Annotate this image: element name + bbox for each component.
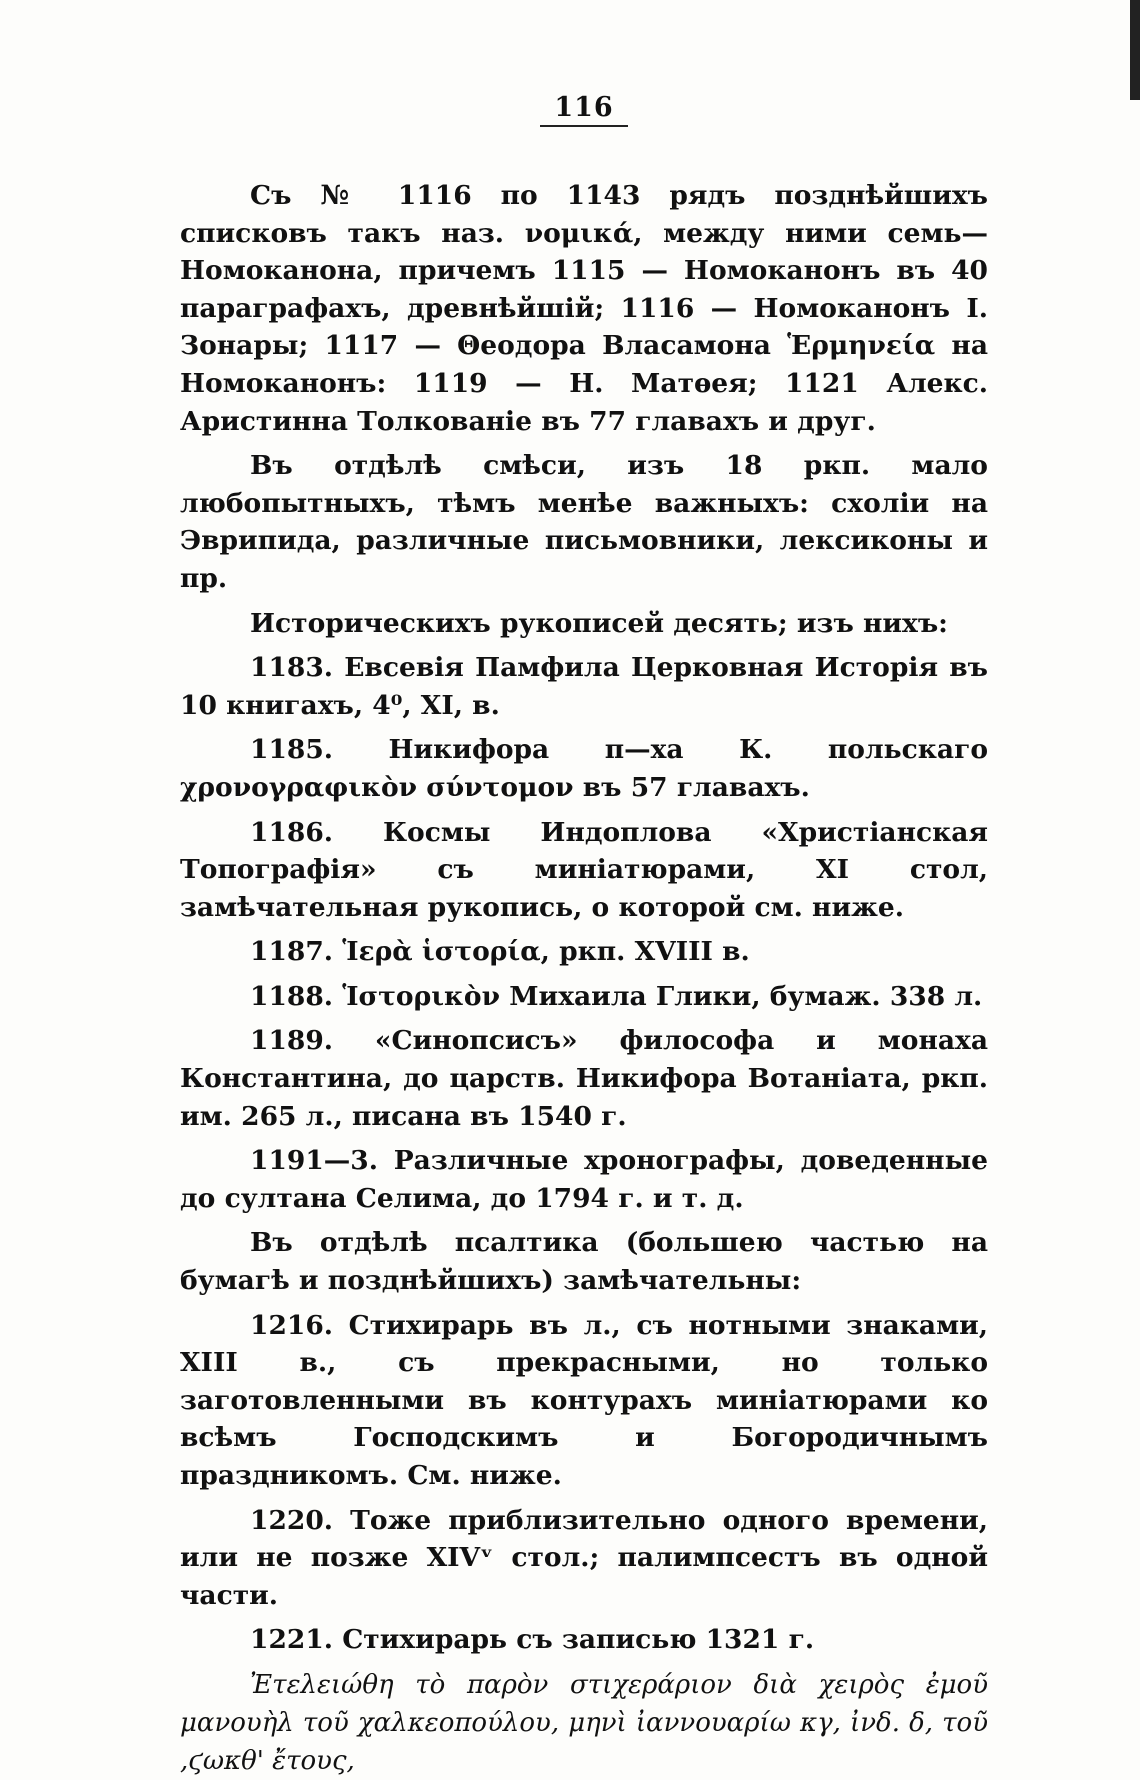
entry-1186: 1186. Космы Индоплова «Христіанская Топографія» съ миніатюрами, XI стол, замѣчательная рукопись, о которой см. ниже.: [180, 816, 988, 923]
scan-edge-shadow: [1130, 0, 1140, 100]
entry-1191-3: 1191—3. Различные хронографы, доведенные до султана Селима, до 1794 г. и т. д.: [180, 1145, 988, 1214]
greek-colophon: Ἐτελειώθη τὸ παρὸν στιχεράριον διὰ χειρὸς ἐμοῦ μανουὴλ τοῦ χαλκεοπούλου, μηνὶ ἰαννουαρίω κγ, ἰνδ. δ, τοῦ ,ϛωκθ' ἔτους,: [180, 1669, 988, 1776]
entry-1185: 1185. Никифора п—ха К. польскаго χρονογραφικὸν σύντομον въ 57 главахъ.: [180, 734, 988, 803]
book-page: [180, 92, 988, 1780]
paragraph-psaltika-intro: Въ отдѣлѣ псалтика (большею частью на бумагѣ и позднѣйшихъ) замѣчательны:: [180, 1227, 988, 1297]
entry-1187: 1187. Ἱερὰ ἱστορία, ркп. XVIII в.: [250, 936, 750, 968]
entry-1220: 1220. Тоже приблизительно одного времени, или не позже XIVᵛ стол.; палимпсестъ въ одной части.: [180, 1504, 988, 1611]
paragraph-miscellany: Въ отдѣлѣ смѣси, изъ 18 ркп. мало любопытныхъ, тѣмъ менѣе важныхъ: схоліи на Эврипида, различные письмовники, лексиконы и пр.: [180, 450, 988, 594]
entry-1216: 1216. Стихирарь въ л., съ нотными знаками, XIII в., съ прекрасными, но только заготовленными въ контурахъ миніатюрами ко всѣмъ Господскимъ и Богородичнымъ праздникомъ. См. ниже.: [180, 1309, 988, 1491]
entry-1221: 1221. Стихирарь съ записью 1321 г.: [250, 1624, 815, 1656]
page-number: 116: [180, 92, 988, 127]
entry-1188: 1188. Ἱστορικὸν Михаила Глики, бумаж. 338 л.: [250, 980, 983, 1012]
paragraph-historical-intro: Историческихъ рукописей десять; изъ нихъ:: [250, 607, 948, 639]
entry-1189: 1189. «Синопсисъ» философа и монаха Константина, до царств. Никифора Вотаніата, ркп. им. 265 л., писана въ 1540 г.: [180, 1025, 988, 1132]
entry-1183: 1183. Евсевія Памфила Церковная Исторія въ 10 книгахъ, 4⁰, XI, в.: [180, 652, 988, 721]
paragraph-nomocanon: Съ № 1116 по 1143 рядъ позднѣйшихъ списковъ такъ наз. νομικά, между ними семь—Номоканона, причемъ 1115 — Номоканонъ въ 40 параграфахъ, древнѣйшій; 1116 — Номоканонъ I. Зонары; 1117 — Θеодора Власамона Ἑρμηνεία на Номоканонъ: 1119 — Н. Матѳея; 1121 Алекс. Аристинна Толкованіе въ 77 главахъ и друг.: [180, 180, 988, 437]
